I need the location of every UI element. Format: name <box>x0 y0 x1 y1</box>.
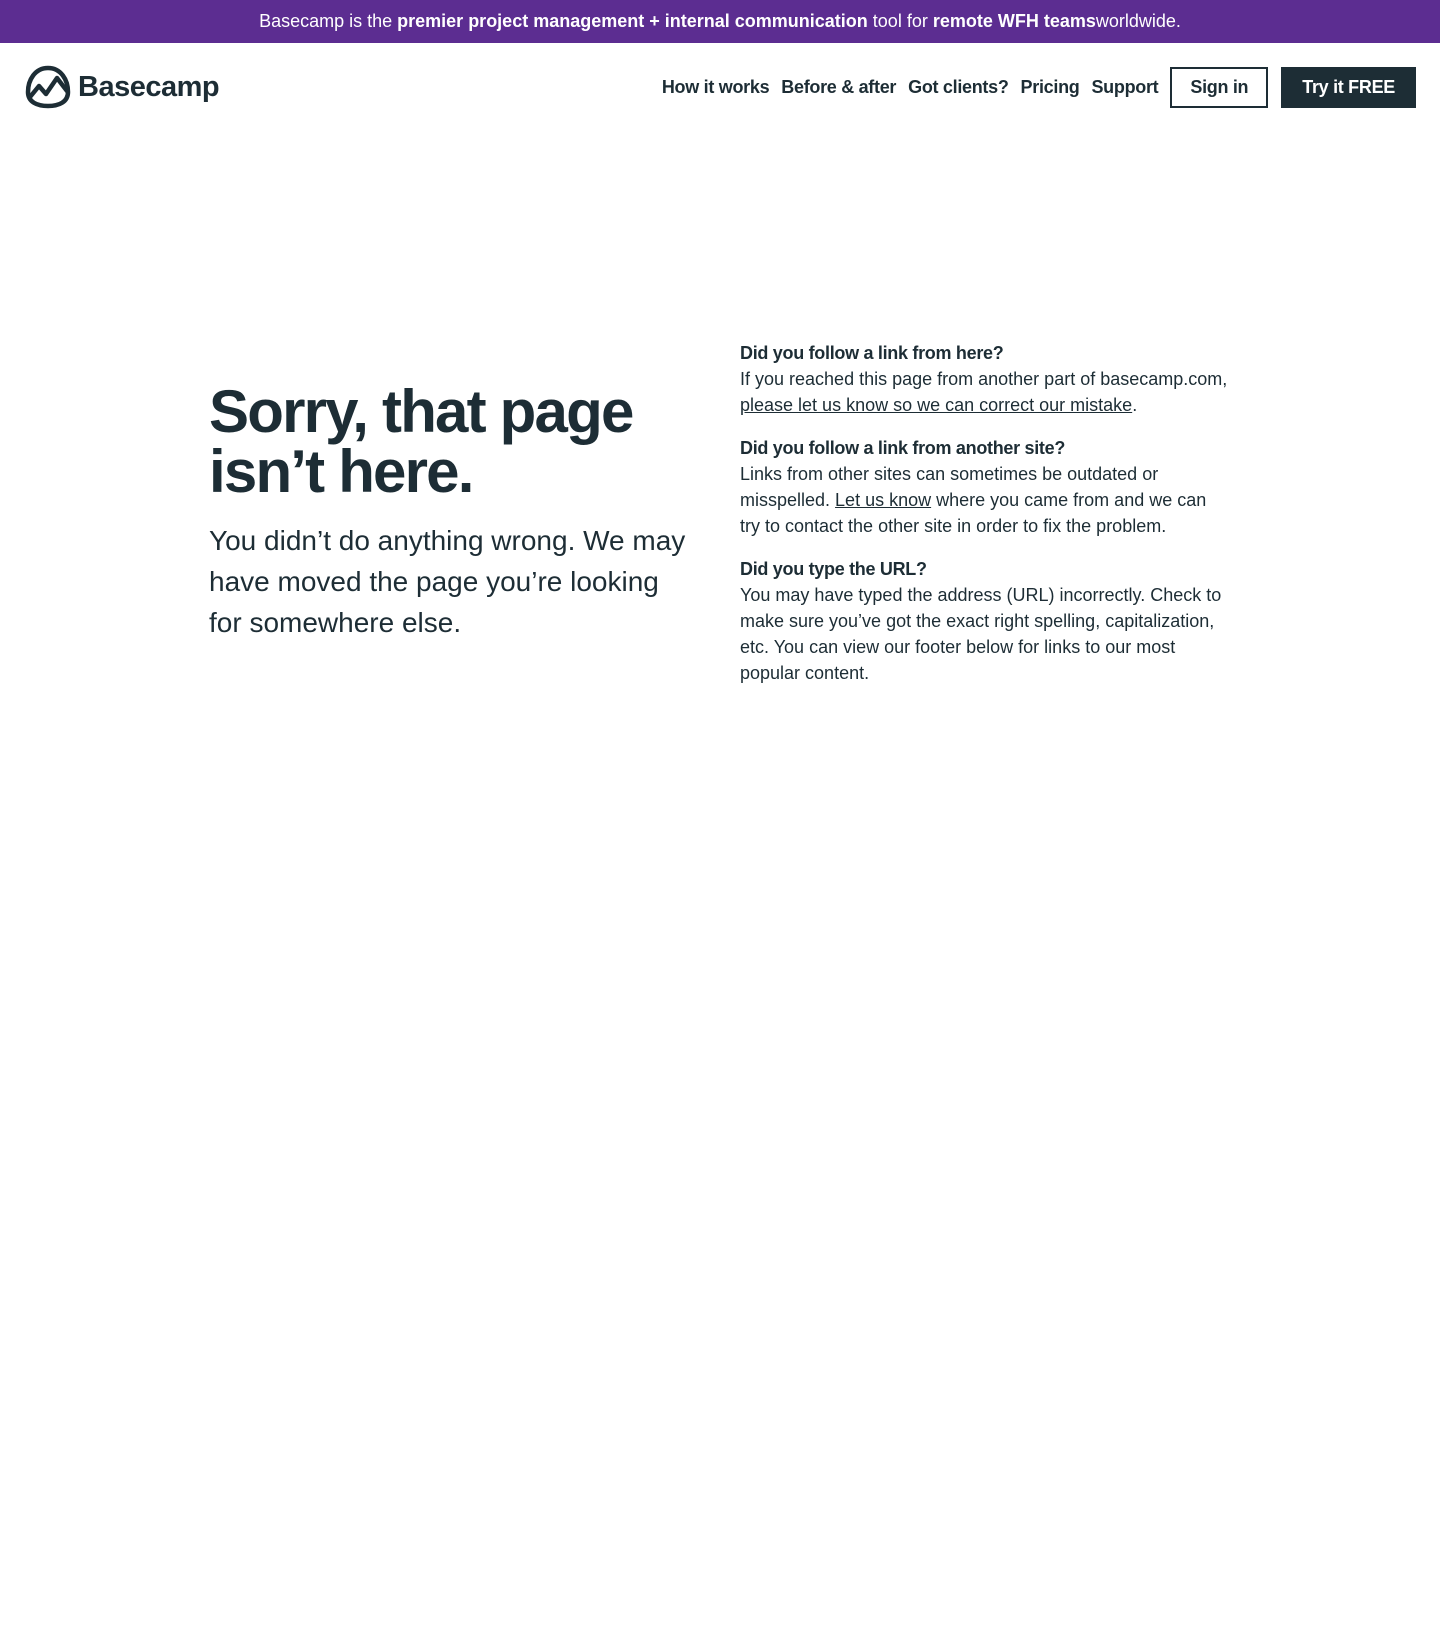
error-section <box>0 340 1440 700</box>
faq-answer-punct: . <box>1132 395 1138 415</box>
faq-answer-text: If you reached this page from another part of basecamp.com, <box>740 369 1228 389</box>
sign-in-button[interactable]: Sign in <box>1170 67 1268 108</box>
faq-item-typed-url <box>740 556 1230 686</box>
nav-link-how-it-works[interactable]: How it works <box>661 76 770 97</box>
promo-text-prefix: Basecamp is the <box>259 11 393 31</box>
promo-banner <box>0 0 1440 43</box>
error-faq <box>740 340 1230 703</box>
faq-answer-text: where you came from and we can try to contact the other site in order to fix the problem. <box>740 490 1207 536</box>
promo-text-bold-audience: remote WFH teams <box>932 11 1096 31</box>
try-free-button[interactable]: Try it FREE <box>1281 67 1416 108</box>
site-header <box>0 43 1440 131</box>
error-lead: You didn’t do anything wrong. We may have moved the page you’re looking for somewhere else. <box>209 525 686 638</box>
page-title: Sorry, that page isn’t here. <box>209 378 633 505</box>
promo-text-suffix: worldwide. <box>1095 11 1181 31</box>
faq-answer <box>740 461 1230 539</box>
error-section-repeat <box>0 995 1440 1235</box>
report-mistake-link[interactable]: please let us know so we can correct our mistake <box>740 395 1133 415</box>
let-us-know-link[interactable]: Let us know <box>835 490 932 510</box>
nav-link-support[interactable]: Support <box>1091 76 1159 97</box>
faq-answer-text: Links from other sites can sometimes be outdated or misspelled. <box>740 464 1159 510</box>
faq-question: Did you type the URL? <box>740 559 927 579</box>
nav-link-got-clients[interactable]: Got clients? <box>908 76 1009 97</box>
error-intro <box>209 378 699 643</box>
faq-answer <box>740 366 1230 418</box>
brand-name: Basecamp <box>78 70 220 103</box>
faq-item-external-link <box>740 435 1230 539</box>
faq-question: Did you follow a link from here? <box>740 343 1004 363</box>
basecamp-logo-icon <box>24 64 72 110</box>
main-nav <box>662 67 1416 108</box>
faq-question: Did you follow a link from another site? <box>740 438 1066 458</box>
promo-text-bold-product: premier project management + internal communication <box>397 11 868 31</box>
nav-link-before-after[interactable]: Before & after <box>781 76 897 97</box>
faq-answer: You may have typed the address (URL) incorrectly. Check to make sure you’ve got the exact right spelling, capitalization, etc. You can view our footer below for links to our most popular content. <box>740 585 1222 683</box>
faq-item-internal-link <box>740 340 1230 418</box>
brand-logo-link[interactable] <box>24 64 219 110</box>
promo-text-mid: tool for <box>872 11 928 31</box>
nav-link-pricing[interactable]: Pricing <box>1020 76 1080 97</box>
